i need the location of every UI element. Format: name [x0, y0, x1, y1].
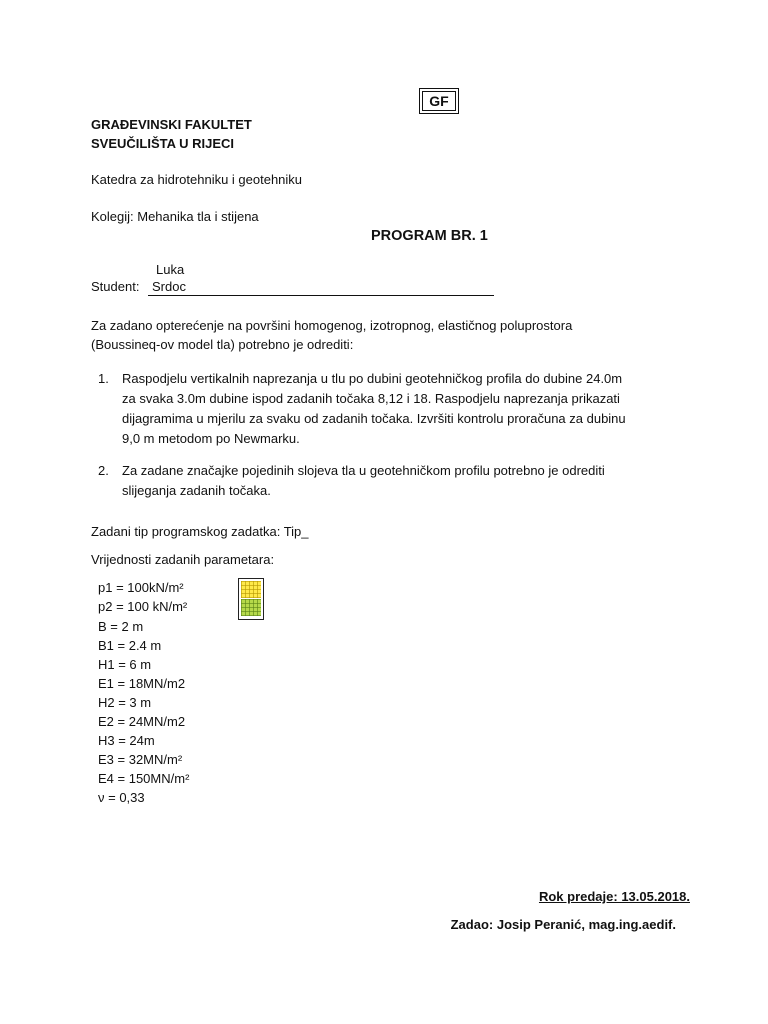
task-1-text	[122, 369, 626, 449]
param-b1: B1 = 2.4 m	[98, 638, 162, 653]
deadline-text: Rok predaje: 13.05.2018.	[538, 889, 690, 904]
task-1-line: dijagramima u mjerilu za svaku od zadanih točaka. Izvršiti kontrolu proračuna za dubinu	[122, 411, 626, 426]
task-2-line: slijeganja zadanih točaka.	[122, 483, 271, 498]
faculty-name-line2: SVEUČILIŠTA U RIJECI	[91, 136, 235, 151]
task-1-line: za svaka 3.0m dubine ispod zadanih točaka 8,12 i 18. Raspodjelu naprezanja prikazati	[122, 391, 620, 406]
param-nu: ν = 0,33	[98, 790, 145, 805]
faculty-logo-box	[419, 88, 459, 114]
parameters-list	[98, 580, 238, 810]
task-2-line: Za zadane značajke pojedinih slojeva tla u geotehničkom profilu potrebno je odrediti	[122, 463, 605, 478]
param-h1: H1 = 6 m	[98, 657, 152, 672]
task-1-line: 9,0 m metodom po Newmarku.	[122, 431, 300, 446]
department-text: Katedra za hidrotehniku i geotehniku	[91, 172, 303, 187]
program-title: PROGRAM BR. 1	[371, 228, 488, 244]
param-e1: E1 = 18MN/m2	[98, 676, 186, 691]
task-2-text	[122, 461, 605, 501]
student-first-name: Luka	[156, 262, 185, 277]
student-underline	[148, 295, 494, 296]
student-last-name: Srdoc	[152, 279, 186, 294]
param-h2: H2 = 3 m	[98, 695, 152, 710]
load-color-swatch	[238, 578, 264, 620]
task-1-number: 1.	[98, 371, 109, 386]
intro-line-2: (Boussineq-ov model tla) potrebno je odrediti:	[91, 337, 354, 352]
p1-color-block	[241, 581, 261, 598]
param-b: B = 2 m	[98, 619, 144, 634]
task-2-number: 2.	[98, 463, 109, 478]
param-e3: E3 = 32MN/m²	[98, 752, 183, 767]
param-p2: p2 = 100 kN/m²	[98, 599, 188, 614]
p2-color-block	[241, 599, 261, 616]
param-e4: E4 = 150MN/m²	[98, 771, 190, 786]
task-type-text: Zadani tip programskog zadatka: Tip_	[91, 524, 309, 539]
intro-line-1: Za zadano opterećenje na površini homogenog, izotropnog, elastičnog poluprostora	[91, 318, 573, 333]
author-text: Zadao: Josip Peranić, mag.ing.aedif.	[450, 917, 676, 932]
faculty-name-line1: GRAĐEVINSKI FAKULTET	[91, 117, 252, 132]
logo-text: GF	[429, 93, 449, 109]
task-1-line: Raspodjelu vertikalnih naprezanja u tlu po dubini geotehničkog profila do dubine 24.0m	[122, 371, 623, 386]
param-e2: E2 = 24MN/m2	[98, 714, 186, 729]
course-text: Kolegij: Mehanika tla i stijena	[91, 209, 259, 224]
student-label: Student:	[91, 279, 140, 294]
param-h3: H3 = 24m	[98, 733, 155, 748]
params-heading: Vrijednosti zadanih parametara:	[91, 552, 275, 567]
param-p1: p1 = 100kN/m²	[98, 580, 184, 595]
